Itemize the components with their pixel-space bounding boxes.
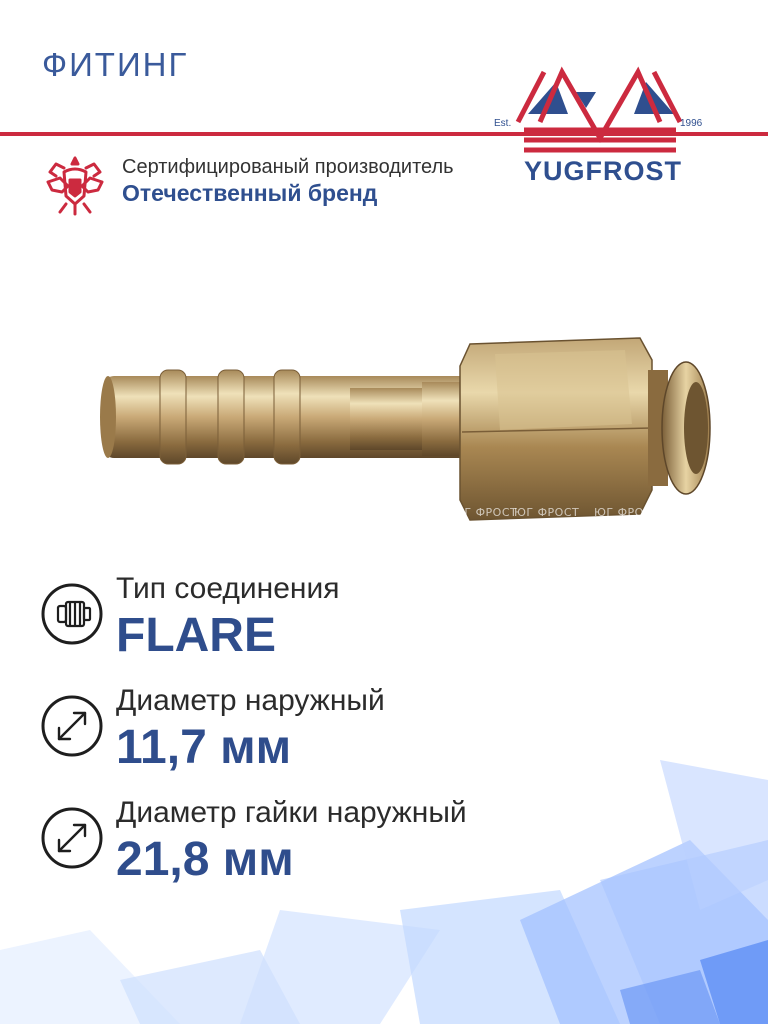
diagonal-arrow-icon [40, 694, 104, 758]
yugfrost-logo [484, 62, 714, 188]
product-watermark-3: ЮГ ФРОСТ [594, 506, 660, 519]
spec-outer-diameter [40, 684, 680, 784]
spec-value: FLARE [116, 609, 276, 662]
spec-label: Тип соединения [116, 572, 340, 605]
logo-est-label: Est. [494, 118, 512, 129]
product-watermark-1: ЮГ ФРОСТ [452, 506, 518, 519]
spec-label: Диаметр наружный [116, 684, 385, 717]
logo-wordmark: YUGFROST [524, 156, 683, 186]
domestic-brand-text: Отечественный бренд [122, 180, 378, 206]
certified-manufacturer-text: Сертифицированый производитель [122, 156, 454, 178]
double-headed-eagle-emblem-icon [42, 152, 108, 218]
spec-value: 11,7 мм [116, 721, 292, 774]
spec-value: 21,8 мм [116, 833, 294, 886]
spec-label: Диаметр гайки наружный [116, 796, 467, 829]
spec-connection-type [40, 572, 680, 672]
spec-nut-outer-diameter [40, 796, 680, 896]
fitting-connection-icon [40, 582, 104, 646]
product-watermark-2: ЮГ ФРОСТ [514, 506, 580, 519]
diagonal-arrow-icon [40, 806, 104, 870]
page-title: ФИТИНГ [42, 46, 189, 83]
logo-est-year: 1996 [680, 118, 703, 129]
fitting-product-image [100, 330, 720, 530]
